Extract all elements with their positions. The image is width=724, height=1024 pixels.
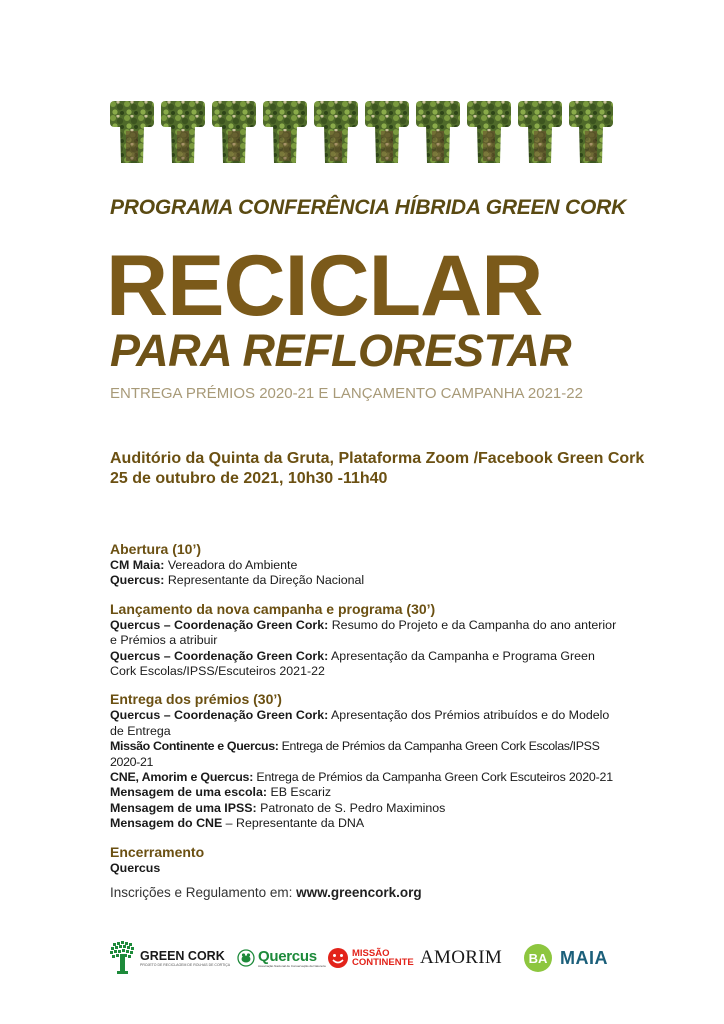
quercus-name: Quercus	[258, 947, 317, 965]
program-list	[110, 540, 620, 876]
cork-stoppers-graphic	[110, 101, 614, 163]
main-title-line2: PARA REFLORESTAR	[110, 325, 572, 376]
program-subtitle: PROGRAMA CONFERÊNCIA HÍBRIDA GREEN CORK	[110, 196, 627, 219]
program-line: Quercus: Representante da Direção Nacional	[110, 573, 365, 588]
section-title: Lançamento da nova campanha e programa (30’)	[110, 600, 436, 617]
venue-block	[110, 449, 644, 489]
smile-icon	[327, 947, 349, 969]
maia-name: MAIA	[560, 947, 608, 968]
website-link[interactable]: www.greencork.org	[296, 885, 422, 900]
event-tagline: ENTREGA PRÉMIOS 2020-21 E LANÇAMENTO CAMPANHA 2021-22	[110, 385, 583, 402]
quercus-logo	[237, 940, 332, 976]
section-launch	[110, 600, 620, 680]
cork-stoppers-banner	[110, 101, 614, 163]
green-cork-logo	[110, 940, 232, 976]
missao-line2: CONTINENTE	[352, 957, 414, 968]
amorim-logo	[420, 940, 520, 976]
program-line: Quercus – Coordenação Green Cork: Apresentação da Campanha e Programa Green Cork Escolas/IPSS/Escuteiros 2021-22	[110, 648, 595, 679]
section-opening	[110, 540, 620, 589]
venue-location: Auditório da Quinta da Gruta, Plataforma Zoom /Facebook Green Cork	[110, 450, 645, 467]
section-title: Entrega dos prémios (30’)	[110, 691, 282, 708]
signup-text: Inscrições e Regulamento em:	[110, 885, 297, 900]
tree-icon	[110, 941, 136, 975]
ba-logo	[524, 940, 554, 976]
main-title-line1: RECICLAR	[106, 238, 543, 334]
amorim-name: AMORIM	[420, 947, 503, 968]
maia-logo	[560, 940, 616, 976]
ba-badge	[524, 944, 552, 972]
program-line: Mensagem de uma escola: EB Escariz	[110, 785, 332, 800]
venue-datetime: 25 de outubro de 2021, 10h30 -11h40	[110, 470, 388, 487]
program-line: Quercus – Coordenação Green Cork: Resumo do Projeto e da Campanha do ano anterior e Prémios a atribuir	[110, 617, 617, 648]
program-line: CM Maia: Vereadora do Ambiente	[110, 558, 298, 572]
program-line: CNE, Amorim e Quercus: Entrega de Prémios da Campanha Green Cork Escuteiros 2020-21	[110, 770, 613, 785]
program-line: Quercus – Coordenação Green Cork: Apresentação dos Prémios atribuídos e do Modelo de Entrega	[110, 708, 610, 738]
quercus-tagline: Associação Nacional de Conservação da Natureza	[258, 963, 326, 968]
program-line: Quercus	[110, 860, 161, 875]
frog-icon	[237, 949, 255, 967]
green-cork-tagline: PROJETO DE RECICLAGEM DE ROLHAS DE CORTIÇA	[140, 962, 231, 967]
program-line: Missão Continente e Quercus: Entrega de Prémios da Campanha Green Cork Escolas/IPSS 2020-21	[110, 739, 600, 769]
ba-name: BA	[528, 950, 548, 966]
section-closing	[110, 843, 620, 876]
program-line: Mensagem de uma IPSS: Patronato de S. Pedro Maximinos	[110, 800, 446, 815]
section-awards	[110, 690, 620, 831]
section-title: Abertura (10’)	[110, 541, 202, 557]
section-title: Encerramento	[110, 843, 205, 860]
signup-line	[110, 885, 422, 900]
sponsor-logos	[110, 940, 616, 976]
missao-continente-logo	[327, 940, 417, 976]
program-line: Mensagem do CNE – Representante da DNA	[110, 816, 365, 831]
green-cork-name: GREEN CORK	[140, 948, 225, 963]
missao-line1: MISSÃO	[352, 948, 390, 959]
